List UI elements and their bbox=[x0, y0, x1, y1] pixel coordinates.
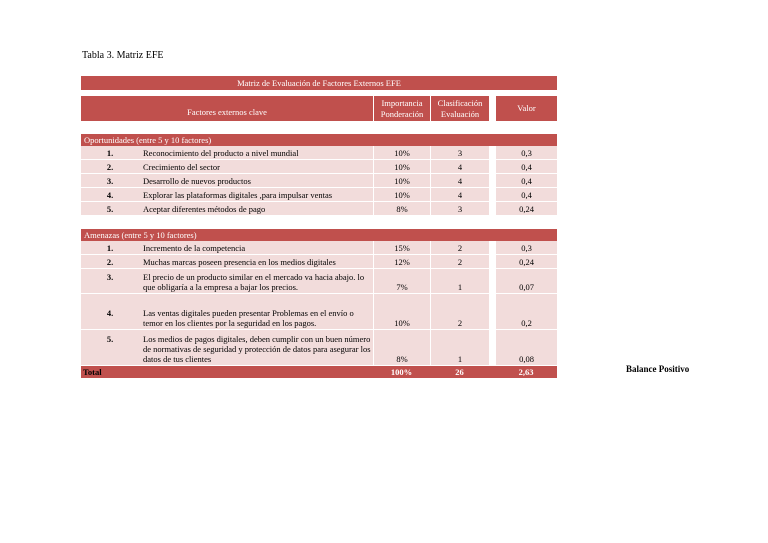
importancia-cell: 12% bbox=[373, 255, 430, 268]
row-number: 3. bbox=[106, 272, 114, 282]
clasificacion-cell: 3 bbox=[430, 146, 489, 159]
importancia-cell: 10% bbox=[373, 188, 430, 201]
table-row bbox=[81, 330, 557, 366]
total-valor: 2,63 bbox=[518, 367, 534, 377]
clasificacion-cell: 3 bbox=[430, 202, 489, 215]
table-caption: Tabla 3. Matriz EFE bbox=[82, 50, 164, 61]
clasificacion-cell: 2 bbox=[430, 255, 489, 268]
clasificacion-cell: 4 bbox=[430, 188, 489, 201]
importancia-cell: 7% bbox=[373, 269, 430, 293]
row-number: 5. bbox=[106, 334, 114, 344]
table-row bbox=[81, 202, 557, 216]
valor-cell: 0,2 bbox=[495, 294, 557, 329]
clasificacion-cell: 4 bbox=[430, 174, 489, 187]
row-number: 3. bbox=[106, 176, 114, 186]
factor-text: Muchas marcas poseen presencia en los medios digitales bbox=[143, 257, 336, 267]
table-row bbox=[81, 146, 557, 160]
table-row bbox=[81, 241, 557, 255]
valor-cell: 0,4 bbox=[495, 174, 557, 187]
total-clasificacion: 26 bbox=[455, 367, 464, 377]
importancia-cell: 8% bbox=[373, 330, 430, 365]
row-number: 1. bbox=[106, 148, 114, 158]
valor-cell: 0,08 bbox=[495, 330, 557, 365]
factor-text: Explorar las plataformas digitales ,para impulsar ventas bbox=[143, 190, 333, 200]
table-row bbox=[81, 255, 557, 269]
header-factor: Factores externos clave bbox=[81, 96, 373, 121]
importancia-cell: 10% bbox=[373, 294, 430, 329]
total-label: Total bbox=[83, 367, 102, 377]
table-row bbox=[81, 160, 557, 174]
valor-cell: 0,3 bbox=[495, 146, 557, 159]
importancia-cell: 8% bbox=[373, 202, 430, 215]
header-row bbox=[81, 96, 557, 121]
clasificacion-cell: 1 bbox=[430, 330, 489, 365]
row-number: 2. bbox=[106, 257, 114, 267]
total-row bbox=[81, 366, 557, 378]
valor-cell: 0,24 bbox=[495, 202, 557, 215]
section-oportunidades: Oportunidades (entre 5 y 10 factores) bbox=[81, 134, 557, 146]
amenazas-rows bbox=[81, 241, 557, 366]
header-importancia: Importancia Ponderación bbox=[373, 96, 430, 121]
section-amenazas: Amenazas (entre 5 y 10 factores) bbox=[81, 229, 557, 241]
clasificacion-cell: 4 bbox=[430, 160, 489, 173]
importancia-cell: 10% bbox=[373, 174, 430, 187]
total-importancia: 100% bbox=[390, 367, 413, 377]
importancia-cell: 10% bbox=[373, 160, 430, 173]
row-number: 2. bbox=[106, 162, 114, 172]
row-number: 5. bbox=[106, 204, 114, 214]
header-clasificacion: Clasificación Evaluación bbox=[430, 96, 489, 121]
balance-label: Balance Positivo bbox=[626, 364, 690, 374]
valor-cell: 0,3 bbox=[495, 241, 557, 254]
efe-matrix-table bbox=[81, 76, 557, 378]
factor-text: Incremento de la competencia bbox=[143, 243, 246, 253]
table-row bbox=[81, 294, 557, 330]
factor-text: Las ventas digitales pueden presentar Problemas en el envío o temor en los clientes por la seguridad en los pagos. bbox=[143, 308, 354, 328]
factor-text: Reconocimiento del producto a nivel mundial bbox=[143, 148, 299, 158]
clasificacion-cell: 2 bbox=[430, 294, 489, 329]
row-number: 4. bbox=[106, 308, 114, 318]
valor-cell: 0,4 bbox=[495, 160, 557, 173]
importancia-cell: 10% bbox=[373, 146, 430, 159]
factor-text: Los medios de pagos digitales, deben cumplir con un buen número de normativas de seguridad y protección de datos para asegurar los datos de tus clientes bbox=[143, 334, 371, 364]
table-row bbox=[81, 269, 557, 294]
valor-cell: 0,07 bbox=[495, 269, 557, 293]
table-row bbox=[81, 188, 557, 202]
factor-text: Aceptar diferentes métodos de pago bbox=[143, 204, 266, 214]
valor-cell: 0,24 bbox=[495, 255, 557, 268]
factor-text: Crecimiento del sector bbox=[143, 162, 220, 172]
row-number: 4. bbox=[106, 190, 114, 200]
header-valor: Valor bbox=[495, 96, 557, 121]
valor-cell: 0,4 bbox=[495, 188, 557, 201]
table-title: Matriz de Evaluación de Factores Externos EFE bbox=[81, 76, 557, 90]
oportunidades-rows bbox=[81, 146, 557, 216]
importancia-cell: 15% bbox=[373, 241, 430, 254]
row-number: 1. bbox=[106, 243, 114, 253]
factor-text: El precio de un producto similar en el mercado va hacia abajo. lo que obligaría a la empresa a bajar los precios. bbox=[143, 272, 365, 292]
clasificacion-cell: 2 bbox=[430, 241, 489, 254]
clasificacion-cell: 1 bbox=[430, 269, 489, 293]
factor-text: Desarrollo de nuevos productos bbox=[143, 176, 251, 186]
table-row bbox=[81, 174, 557, 188]
